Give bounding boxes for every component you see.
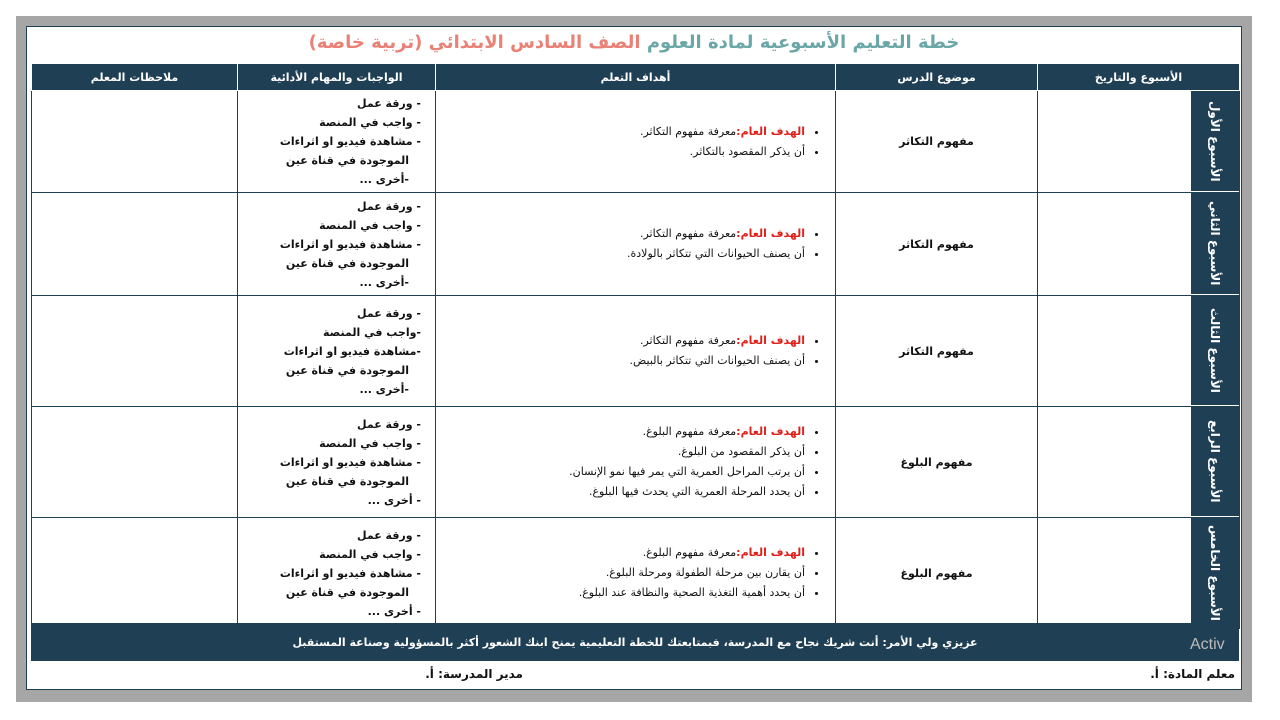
goal-item: • أن يحدد أهمية التغذية الصحية والنظافة عند البلوغ. <box>444 583 805 603</box>
week-date-cell <box>1038 518 1240 629</box>
goals-cell <box>436 518 836 629</box>
task-item: - مشاهدة فيديو او اثراءات <box>279 237 421 251</box>
task-item: الموجودة في قناة عين <box>285 256 409 270</box>
tasks-cell <box>238 91 436 193</box>
table-row <box>32 193 1240 296</box>
table-row <box>32 91 1240 193</box>
table-row <box>32 407 1240 518</box>
task-item: -أخرى ... <box>359 382 409 396</box>
task-item: الموجودة في قناة عين <box>285 474 409 488</box>
goal-item: • أن يحدد المرحلة العمرية التي يحدث فيها البلوغ. <box>444 482 805 502</box>
task-item: - واجب في المنصة <box>319 547 421 561</box>
week-date-cell <box>1038 193 1240 296</box>
task-item: - واجب في المنصة <box>319 436 421 450</box>
teacher-signature: معلم المادة: أ. <box>1150 667 1235 681</box>
notes-cell[interactable] <box>32 91 238 193</box>
task-item: -أخرى ... <box>359 173 409 186</box>
notes-cell[interactable] <box>32 407 238 518</box>
header-week-date: الأسبوع والتاريخ <box>1038 64 1240 91</box>
goals-cell <box>436 193 836 296</box>
week-label: الأسبوع الخامس <box>1191 518 1239 628</box>
goal-item: • أن يقارن بين مرحلة الطفولة ومرحلة البلوغ. <box>444 563 805 583</box>
task-item: - أخرى ... <box>367 493 421 507</box>
topic-cell: مفهوم التكاثر <box>836 193 1038 296</box>
tasks-cell <box>238 193 436 296</box>
weekly-plan-table <box>31 63 1240 629</box>
task-item: -مشاهدة فيديو او اثراءات <box>283 344 421 358</box>
task-item: - أخرى ... <box>367 604 421 618</box>
parent-message-bar: عزيزي ولي الأمر: أنت شريك نجاح مع المدرسة، فبمتابعتك للخطة التعليمية يمنح ابنك الشعور أكثر بالمسؤولية وصناعة المستقبل <box>31 623 1239 661</box>
goal-item: • أن يذكر المقصود من البلوغ. <box>444 442 805 462</box>
plan-sheet <box>26 26 1242 690</box>
goal-item: • أن يصنف الحيوانات التي تتكاثر بالبيض. <box>444 351 805 371</box>
header-notes: ملاحظات المعلم <box>32 64 238 91</box>
principal-signature: مدير المدرسة: أ. <box>425 667 523 681</box>
topic-cell: مفهوم البلوغ <box>836 518 1038 629</box>
header-topic: موضوع الدرس <box>836 64 1038 91</box>
goals-cell <box>436 407 836 518</box>
task-item: - مشاهدة فيديو او اثراءات <box>279 135 421 148</box>
goal-item: • أن يصنف الحيوانات التي تتكاثر بالولادة. <box>444 244 805 264</box>
goal-general: • الهدف العام:معرفة مفهوم التكاثر. <box>444 331 805 351</box>
title-part-subject: خطة التعليم الأسبوعية لمادة العلوم <box>646 32 960 53</box>
tasks-cell <box>238 407 436 518</box>
task-item: - مشاهدة فيديو او اثراءات <box>279 566 421 580</box>
task-item: الموجودة في قناة عين <box>285 154 409 167</box>
signature-row <box>31 663 1239 687</box>
tasks-cell <box>238 296 436 407</box>
task-item: - ورقة عمل <box>357 97 421 110</box>
activation-watermark: Activ <box>1190 636 1225 653</box>
week-date-cell <box>1038 296 1240 407</box>
tasks-cell <box>238 518 436 629</box>
header-row <box>32 64 1240 91</box>
week-label: الأسبوع الثالث <box>1191 296 1239 406</box>
goal-item: • أن يرتب المراحل العمرية التي يمر فيها نمو الإنسان. <box>444 462 805 482</box>
goal-general: • الهدف العام:معرفة مفهوم التكاثر. <box>444 224 805 244</box>
notes-cell[interactable] <box>32 193 238 296</box>
task-item: -أخرى ... <box>359 275 409 289</box>
goal-general: • الهدف العام:معرفة مفهوم البلوغ. <box>444 543 805 563</box>
page-title <box>27 31 1241 55</box>
task-item: -واجب في المنصة <box>322 325 421 339</box>
task-item: الموجودة في قناة عين <box>285 585 409 599</box>
task-item: - ورقة عمل <box>357 417 421 431</box>
notes-cell[interactable] <box>32 296 238 407</box>
task-item: - واجب في المنصة <box>319 218 421 232</box>
week-date-cell <box>1038 407 1240 518</box>
title-part-grade: الصف السادس الابتدائي (تربية خاصة) <box>308 32 641 53</box>
goals-cell <box>436 91 836 193</box>
notes-cell[interactable] <box>32 518 238 629</box>
topic-cell: مفهوم التكاثر <box>836 296 1038 407</box>
table-row <box>32 296 1240 407</box>
task-item: - ورقة عمل <box>357 199 421 213</box>
header-goals: أهداف التعلم <box>436 64 836 91</box>
task-item: - واجب في المنصة <box>319 116 421 129</box>
goal-general: • الهدف العام:معرفة مفهوم التكاثر. <box>444 122 805 142</box>
table-row <box>32 518 1240 629</box>
task-item: - ورقة عمل <box>357 306 421 320</box>
week-date-cell <box>1038 91 1240 193</box>
topic-cell: مفهوم البلوغ <box>836 407 1038 518</box>
task-item: - مشاهدة فيديو او اثراءات <box>279 455 421 469</box>
task-item: - ورقة عمل <box>357 528 421 542</box>
task-item: الموجودة في قناة عين <box>285 363 409 377</box>
goals-cell <box>436 296 836 407</box>
goal-general: • الهدف العام:معرفة مفهوم البلوغ. <box>444 422 805 442</box>
goal-item: • أن يذكر المقصود بالتكاثر. <box>444 142 805 162</box>
week-label: الأسبوع الثاني <box>1191 193 1239 295</box>
week-label: الأسبوع الرابع <box>1191 407 1239 517</box>
header-tasks: الواجبات والمهام الأدائية <box>238 64 436 91</box>
week-label: الأسبوع الأول <box>1191 91 1239 192</box>
topic-cell: مفهوم التكاثر <box>836 91 1038 193</box>
